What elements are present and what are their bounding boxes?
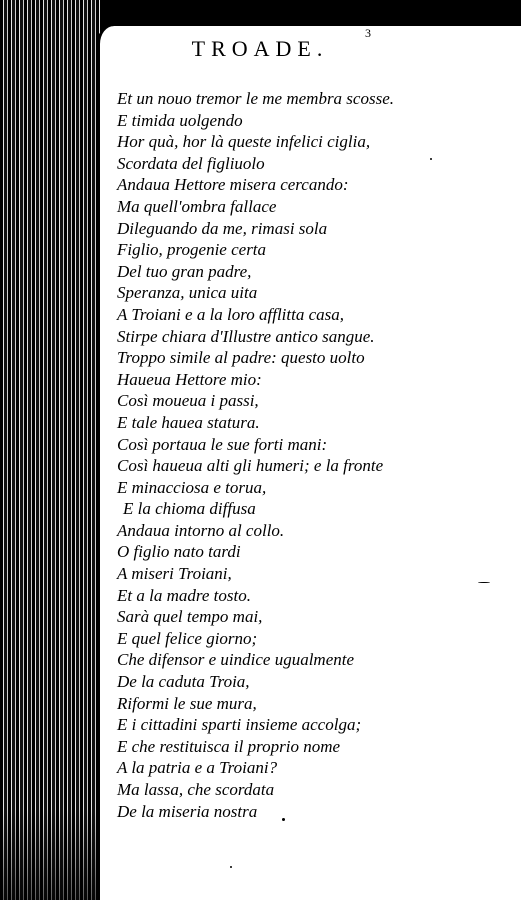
- verse-line: A Troiani e a la loro afflitta casa,: [117, 304, 345, 324]
- folio-mark: 3: [365, 26, 371, 40]
- verse-line: O figlio nato tardi: [117, 542, 241, 562]
- verse-line: Scordata del figliuolo: [117, 153, 265, 173]
- verse-line: Andaua Hettore misera cercando:: [117, 175, 349, 195]
- verse-line: Così portaua le sue forti mani:: [117, 434, 328, 454]
- verse-line: E tale hauea statura.: [117, 412, 260, 432]
- verse-line: E timida uolgendo: [117, 110, 243, 130]
- verse-line: Speranza, unica uita: [117, 283, 258, 303]
- verse-line: A la patria e a Troiani?: [117, 758, 278, 778]
- verse-line: E minacciosa e torua,: [117, 477, 267, 497]
- verse-line: Così moueua i passi,: [117, 391, 259, 411]
- verse-block: [117, 88, 477, 822]
- book-page-edges: [0, 0, 100, 900]
- verse-line: Et a la madre tosto.: [117, 585, 251, 605]
- verse-line: Così haueua alti gli humeri; e la fronte: [117, 456, 384, 476]
- verse-line: Hor quà, hor là queste infelici ciglia,: [117, 132, 371, 152]
- verse-line: Ma lassa, che scordata: [117, 780, 275, 799]
- verse-line: Dileguando da me, rimasi sola: [117, 218, 328, 238]
- verse-line: E che restituisca il proprio nome: [117, 736, 341, 756]
- verse-line: De la miseria nostra: [117, 801, 258, 821]
- verse-line: E quel felice giorno;: [117, 628, 258, 648]
- verse-line: E la chioma diffusa: [123, 499, 256, 519]
- verse-line: Et un nouo tremor le me membra scosse.: [117, 89, 394, 108]
- verse-line: Figlio, progenie certa: [117, 240, 267, 260]
- verse-line: De la caduta Troia,: [117, 672, 250, 692]
- verse-line: Sarà quel tempo mai,: [117, 607, 263, 627]
- verse-line: Stirpe chiara d'Illustre antico sangue.: [117, 326, 375, 346]
- verse-line: E i cittadini sparti insieme accolga;: [117, 715, 362, 735]
- verse-line: Riformi le sue mura,: [117, 693, 257, 713]
- ink-speck: [230, 866, 232, 868]
- ink-speck: [282, 818, 285, 821]
- verse-line: Troppo simile al padre: questo uolto: [117, 348, 365, 368]
- verse-line: Haueua Hettore mio:: [117, 369, 262, 389]
- ink-speck: [478, 582, 490, 583]
- verse-line: Andaua intorno al collo.: [117, 520, 285, 540]
- verse-line: Del tuo gran padre,: [117, 261, 252, 281]
- verse-line: Che difensor e uindice ugualmente: [117, 650, 355, 670]
- running-head: TROADE.: [191, 36, 329, 61]
- verse-line: A miseri Troiani,: [117, 564, 232, 584]
- ink-speck: [430, 158, 432, 160]
- verse-line: Ma quell'ombra fallace: [117, 196, 277, 216]
